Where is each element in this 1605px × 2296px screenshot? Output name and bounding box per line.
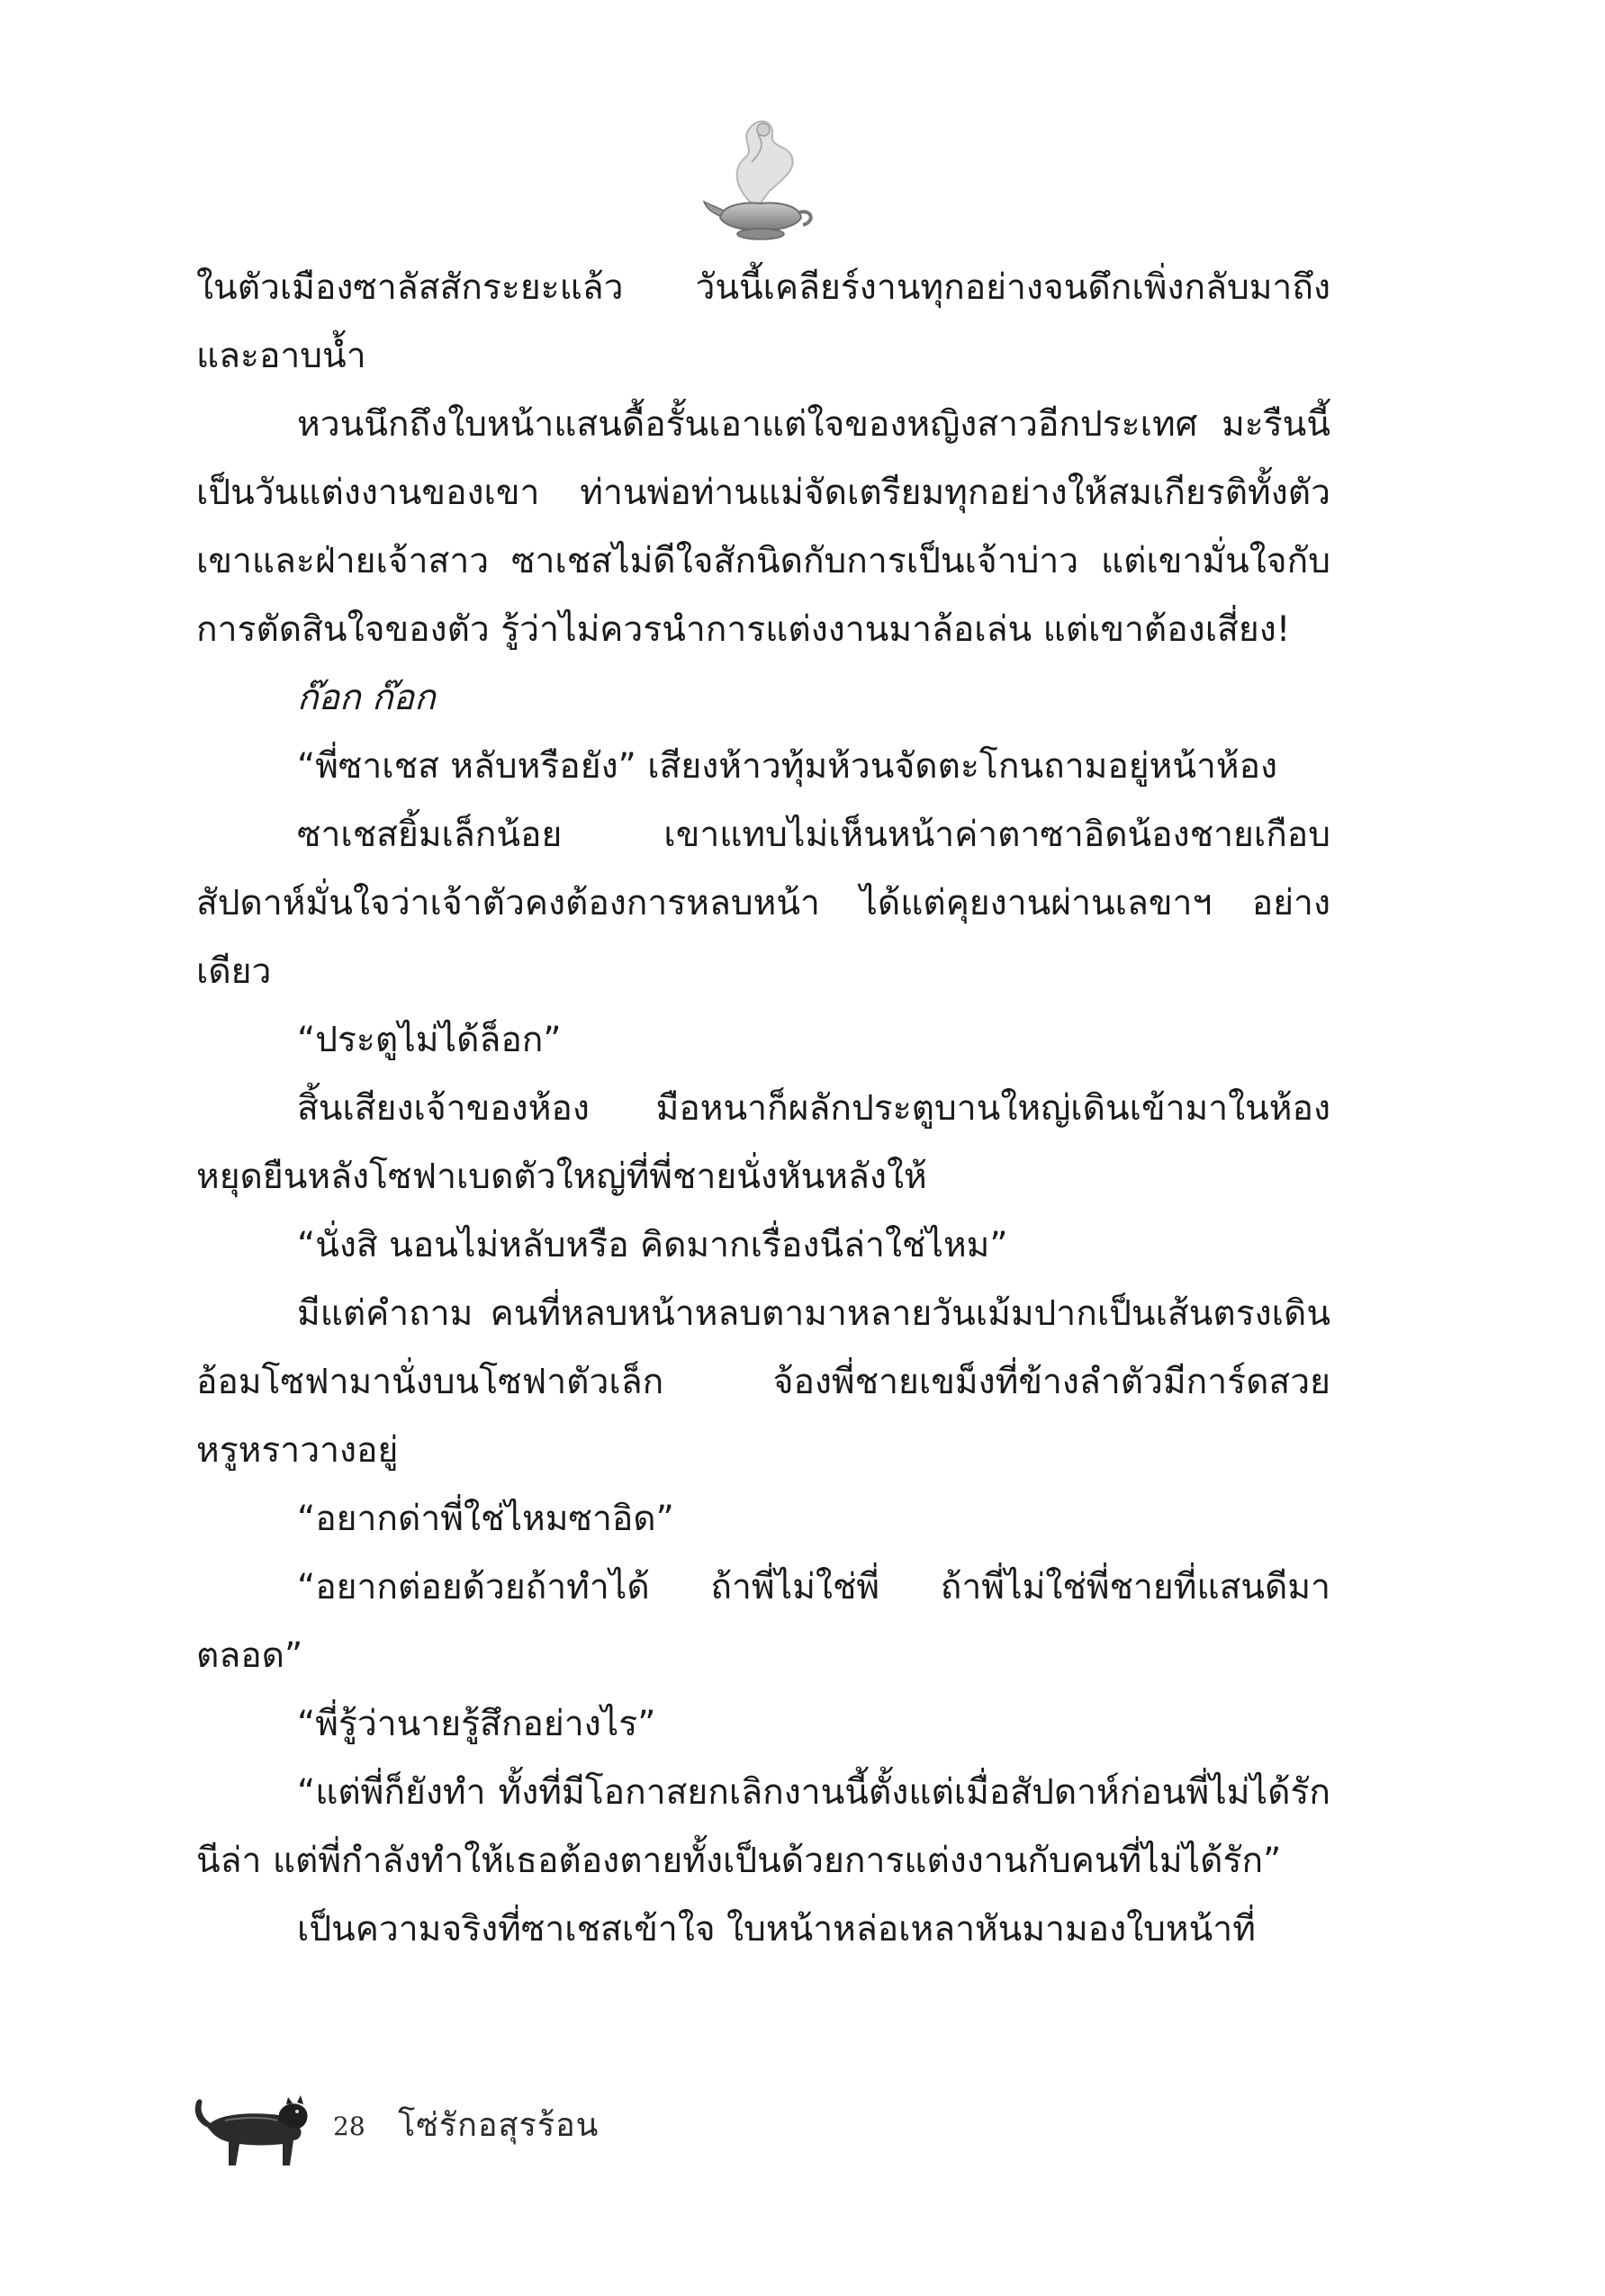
paragraph: หวนนึกถึงใบหน้าแสนดื้อรั้นเอาแต่ใจของหญิงสาวอีกประเทศ มะรืนนี้เป็นวันแต่งงานของเขา ท่านพ่อท่านแม่จัดเตรียมทุกอย่างให้สมเกียรติทั้งตัวเขาและฝ่ายเจ้าสาว ซาเชสไม่ดีใจสักนิดกับการเป็นเจ้าบ่าว แต่เขามั่นใจกับการตัดสินใจของตัว รู้ว่าไม่ควรนำการแต่งงานมาล้อเล่น แต่เขาต้องเสี่ยง! [196,404,1330,650]
body-text [196,254,1330,1964]
paragraph: ซาเชสยิ้มเล็กน้อย เขาแทบไม่เห็นหน้าค่าตาซาอิดน้องชายเกือบสัปดาห์มั่นใจว่าเจ้าตัวคงต้องการหลบหน้า ได้แต่คุยงานผ่านเลขาฯ อย่างเดียว [196,815,1330,992]
paragraph: ในตัวเมืองซาลัสสักระยะแล้ว วันนี้เคลียร์งานทุกอย่างจนดึกเพิ่งกลับมาถึงและอาบน้ำ [196,267,1330,376]
book-title: โซ่รักอสุรร้อน [398,2107,600,2144]
paragraph: “พี่รู้ว่านายรู้สึกอย่างไร” [297,1704,656,1744]
paragraph: “อยากต่อยด้วยถ้าทำได้ ถ้าพี่ไม่ใช่พี่ ถ้าพี่ไม่ใช่พี่ชายที่แสนดีมาตลอด” [196,1567,1330,1676]
paragraph: “แต่พี่ก็ยังทำ ทั้งที่มีโอกาสยกเลิกงานนี้ตั้งแต่เมื่อสัปดาห์ก่อนพี่ไม่ได้รักนีล่า แต่พี่กำลังทำให้เธอต้องตายทั้งเป็นด้วยการแต่งงานกับคนที่ไม่ได้รัก” [196,1772,1330,1881]
magic-lamp-icon [702,108,819,243]
paragraph: ก๊อก ก๊อก [297,678,436,718]
paragraph: “พี่ซาเชส หลับหรือยัง” เสียงห้าวทุ้มห้วนจัดตะโกนถามอยู่หน้าห้อง [297,746,1278,787]
paragraph: สิ้นเสียงเจ้าของห้อง มือหนาก็ผลักประตูบานใหญ่เดินเข้ามาในห้องหยุดยืนหลังโซฟาเบดตัวใหญ่ที่พี่ชายนั่งหันหลังให้ [196,1088,1330,1197]
paragraph: “อยากด่าพี่ใช่ไหมซาอิด” [297,1499,674,1539]
black-panther-icon [189,2077,311,2176]
paragraph: เป็นความจริงที่ซาเชสเข้าใจ ใบหน้าหล่อเหลาหันมามองใบหน้าที่ [297,1909,1256,1949]
paragraph: “ประตูไม่ได้ล็อก” [297,1020,562,1060]
paragraph: มีแต่คำถาม คนที่หลบหน้าหลบตามาหลายวันเม้มปากเป็นเส้นตรงเดินอ้อมโซฟามานั่งบนโซฟาตัวเล็ก จ้องพี่ชายเขม็งที่ข้างลำตัวมีการ์ดสวยหรูหราวางอยู่ [196,1293,1330,1471]
paragraph: “นั่งสิ นอนไม่หลับหรือ คิดมากเรื่องนีล่าใช่ไหม” [297,1225,1008,1265]
page-number: 28 [333,2111,365,2141]
page-footer [189,2077,729,2176]
